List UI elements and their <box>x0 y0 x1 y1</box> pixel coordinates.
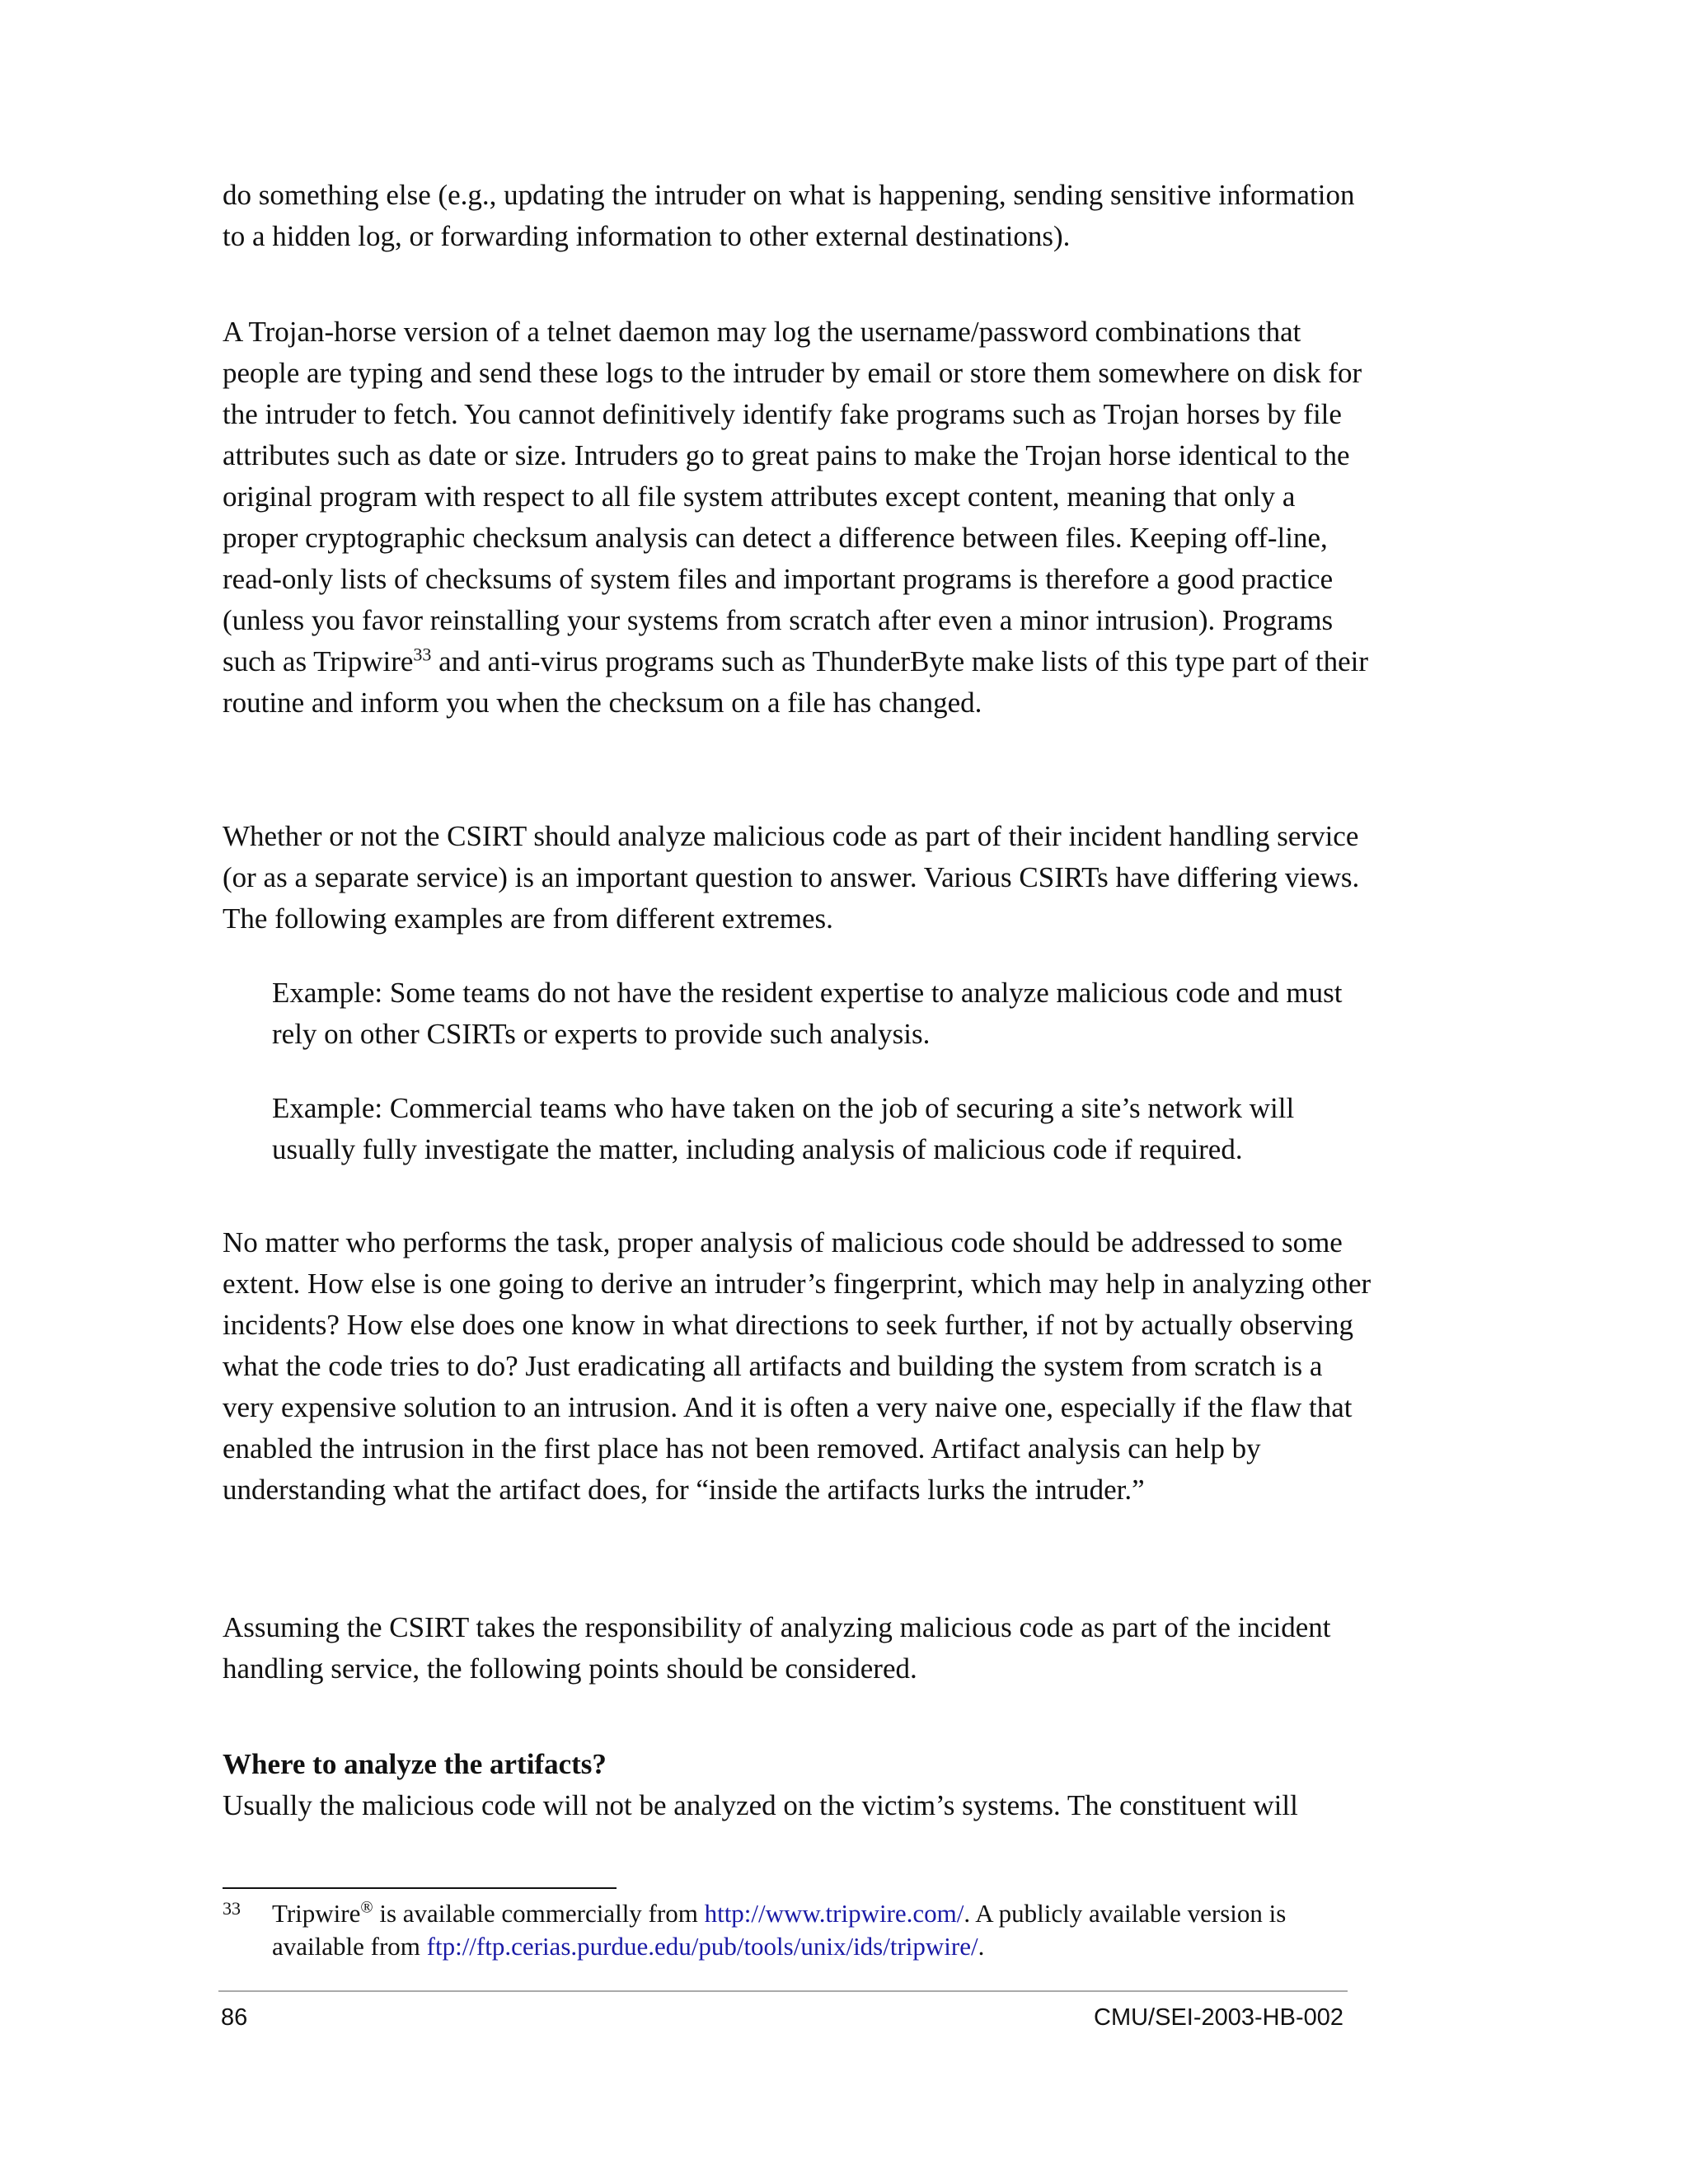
footnote-text-start: Tripwire <box>272 1899 361 1928</box>
footnote-number: 33 <box>223 1898 241 1919</box>
tripwire-link[interactable]: http://www.tripwire.com/ <box>704 1899 964 1928</box>
registered-mark: ® <box>360 1898 373 1917</box>
paragraph-2-text-end: and anti-virus programs such as ThunderByte make lists of this type part of their routine and inform you when the checksum on a file has changed. <box>223 645 1369 719</box>
footnote-text-mid: is available commercially from <box>373 1899 705 1928</box>
footer-divider <box>218 1990 1348 1992</box>
example-2: Example: Commercial teams who have taken on the job of securing a site’s network will usually fully investigate the matter, including analysis of malicious code if required. <box>272 1092 1295 1165</box>
paragraph-2-text-start: A Trojan-horse version of a telnet daemon may log the username/password combinations that people are typing and send these logs to the intruder by email or store them somewhere on disk for the intruder to fetch. You cannot definitively identify fake programs such as Trojan horses by file attributes such as date or size. Intruders go to great pains to make the Trojan horse identical to the original program with respect to all file system attributes except content, meaning that only a proper cryptographic checksum analysis can detect a difference between files. Keeping off-line, read-only lists of checksums of system files and important programs is therefore a good practice (unless you favor reinstalling your systems from scratch after even a minor intrusion). Programs such as Tripwire <box>223 316 1362 677</box>
footnote-divider <box>223 1887 617 1889</box>
paragraph-4: No matter who performs the task, proper analysis of malicious code should be addressed to some extent. How else is one going to derive an intruder’s fingerprint, which may help in analyzing other incidents? How else does one know in what directions to seek further, if not by actually observing what the code tries to do? Just eradicating all artifacts and building the system from scratch is a very expensive solution to an intrusion. And it is often a very naive one, especially if the flaw that enabled the intrusion in the first place has not been removed. Artifact analysis can help by understanding what the artifact does, for “inside the artifacts lurks the intruder.” <box>223 1226 1372 1506</box>
paragraph-3: Whether or not the CSIRT should analyze malicious code as part of their incident handling service (or as a separate service) is an important question to answer. Various CSIRTs have differing views. The following examples are from different extremes. <box>223 820 1360 935</box>
paragraph-6: Usually the malicious code will not be analyzed on the victim’s systems. The constituent will <box>223 1789 1298 1821</box>
paragraph-2 <box>223 312 1376 724</box>
footnote-reference-33[interactable]: 33 <box>413 644 432 665</box>
footnote-33 <box>223 1897 1376 1963</box>
footnote-text-end: . <box>978 1932 985 1961</box>
document-id: CMU/SEI-2003-HB-002 <box>1094 2004 1343 2031</box>
cerias-ftp-link[interactable]: ftp://ftp.cerias.purdue.edu/pub/tools/unix/ids/tripwire/ <box>426 1932 978 1961</box>
page-number: 86 <box>221 2004 248 2031</box>
footnote-text-mid2: . A publicly available version is available from <box>272 1899 1287 1961</box>
paragraph-5: Assuming the CSIRT takes the responsibility of analyzing malicious code as part of the incident handling service, the following points should be considered. <box>223 1611 1331 1685</box>
section-heading: Where to analyze the artifacts? <box>223 1748 607 1780</box>
footnote-text <box>272 1897 1376 1963</box>
example-1: Example: Some teams do not have the resident expertise to analyze malicious code and must rely on other CSIRTs or experts to provide such analysis. <box>272 977 1343 1050</box>
paragraph-1: do something else (e.g., updating the intruder on what is happening, sending sensitive information to a hidden log, or forwarding information to other external destinations). <box>223 179 1355 252</box>
